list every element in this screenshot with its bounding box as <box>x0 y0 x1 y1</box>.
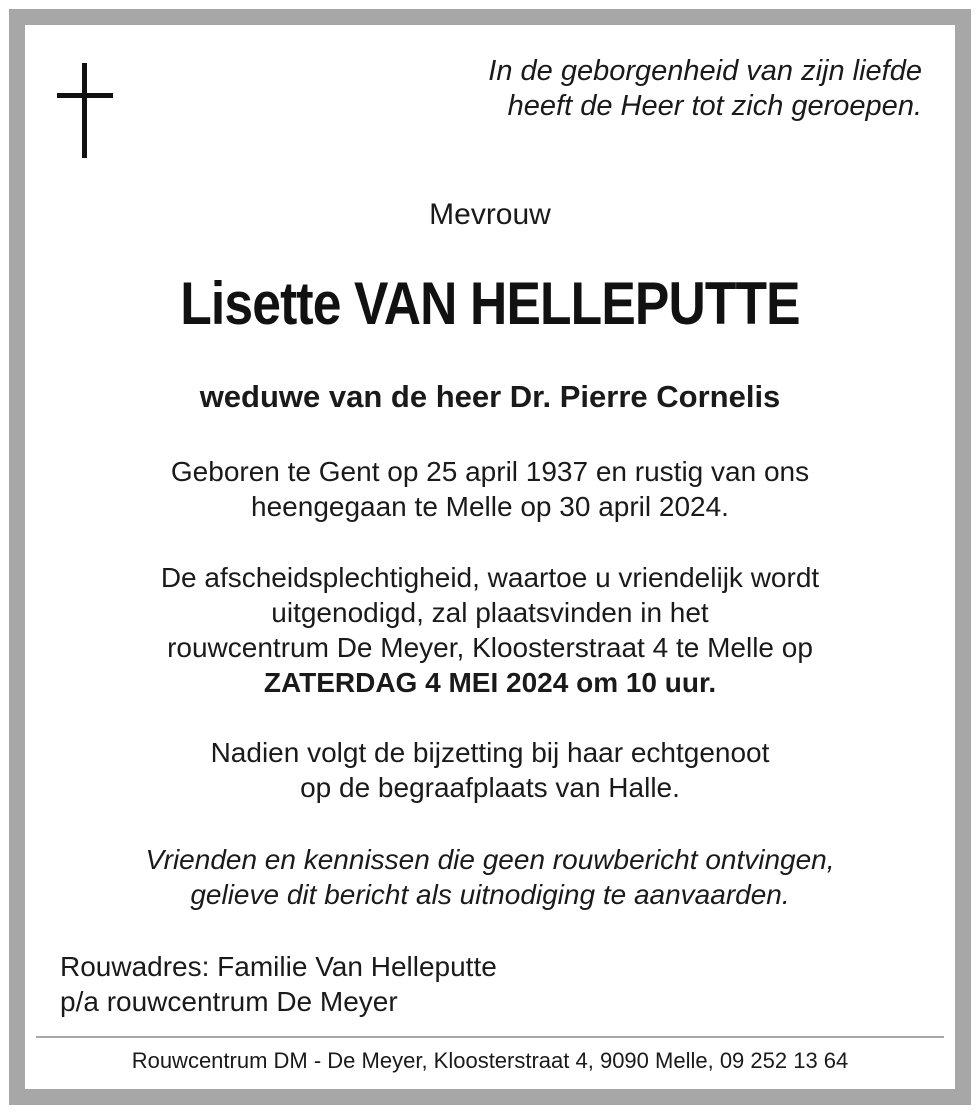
deceased-name: Lisette VAN HELLEPUTTE <box>180 270 800 337</box>
relation: weduwe van de heer Dr. Pierre Cornelis <box>199 379 781 414</box>
funeral-home-footer: Rouwcentrum DM - De Meyer, Kloosterstraat 4, 9090 Melle, 09 252 13 64 <box>131 1048 849 1073</box>
burial-line-1: Nadien volgt de bijzetting bij haar echtgenoot <box>210 737 770 768</box>
birth-line-2: heengegaan te Melle op 30 april 2024. <box>251 491 729 522</box>
invitation-notice <box>0 842 980 912</box>
burial-info <box>0 735 980 805</box>
motto <box>488 54 922 124</box>
birth-line-1: Geboren te Gent op 25 april 1937 en rustig van ons <box>170 456 810 487</box>
notice-line-1: Vrienden en kennissen die geen rouwbericht ontvingen, <box>145 844 835 875</box>
address-line-1: Rouwadres: Familie Van Helleputte <box>60 951 497 982</box>
ceremony-line-1: De afscheidsplechtigheid, waartoe u vriendelijk wordt <box>160 562 820 593</box>
notice-frame <box>9 9 971 1105</box>
salutation: Mevrouw <box>429 198 551 231</box>
motto-line-2: heeft de Heer tot zich geroepen. <box>507 90 922 122</box>
ceremony-line-3: rouwcentrum De Meyer, Kloosterstraat 4 te Melle op <box>167 632 813 663</box>
ceremony-datetime: ZATERDAG 4 MEI 2024 om 10 uur. <box>263 667 717 698</box>
notice-line-2: gelieve dit bericht als uitnodiging te aanvaarden. <box>190 879 790 910</box>
footer-divider <box>36 1036 944 1038</box>
cross-vertical-bar <box>82 63 87 158</box>
address-line-2: p/a rouwcentrum De Meyer <box>60 986 398 1017</box>
birth-death-info <box>0 454 980 524</box>
ceremony-info <box>0 560 980 700</box>
motto-line-1: In de geborgenheid van zijn liefde <box>488 55 922 87</box>
cross-icon <box>57 63 113 158</box>
ceremony-line-2: uitgenodigd, zal plaatsvinden in het <box>271 597 709 628</box>
cross-horizontal-bar <box>57 93 113 98</box>
burial-line-2: op de begraafplaats van Halle. <box>300 772 680 803</box>
mourning-address <box>60 949 497 1019</box>
